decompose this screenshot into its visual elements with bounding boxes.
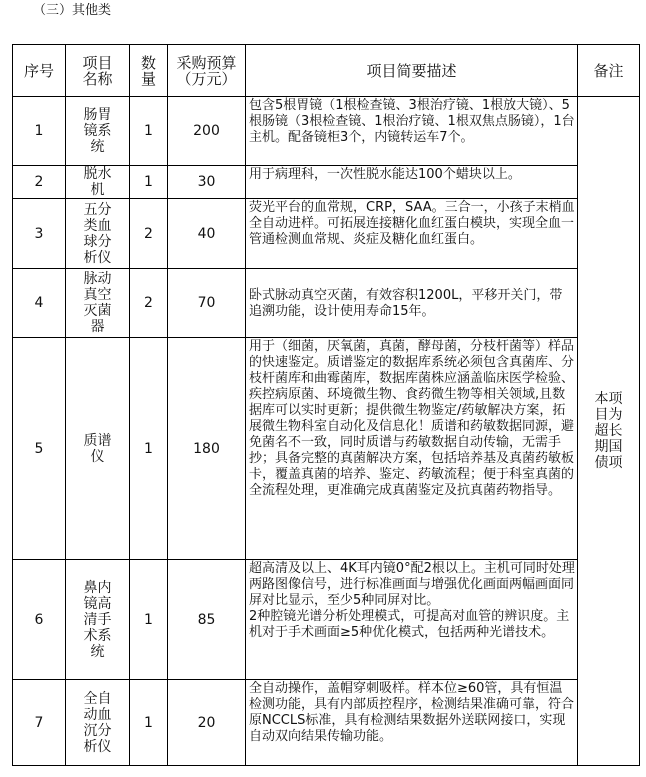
row-desc: 卧式脉动真空灭菌，有效容积1200L，平移开关门，带追溯功能，设计使用寿命15年。: [246, 269, 578, 338]
table-row: [13, 269, 640, 338]
row-name: 脉动真空灭菌器: [66, 269, 130, 338]
table-row: [13, 560, 640, 680]
row-desc: 用于（细菌，厌氧菌，真菌，酵母菌，分枝杆菌等）样品的快速鉴定。质谱鉴定的数据库系统必须包含真菌库、分枝杆菌库和曲霉菌库，数据库菌株应涵盖临床医学检验、疾控病原菌、环境微生物、食药微生物等相关领域,且数据库可以实时更新；提供微生物鉴定/药敏解决方案，拓展微生物科室自动化及信息化！质谱和药敏数据同源，避免菌名不一致，同时质谱与药敏数据自动传输，无需手抄；具备完整的真菌解决方案，包括培养基及真菌药敏板卡，覆盖真菌的培养、鉴定、药敏流程；便于科室真菌的全流程处理，更准确完成真菌鉴定及抗真菌药物指导。: [246, 338, 578, 560]
row-qty: 2: [130, 199, 168, 269]
row-name: 全自动血沉分析仪: [66, 680, 130, 766]
row-note: 本项目为超长期国债项: [578, 97, 640, 766]
header-name: 项目名称: [66, 45, 130, 97]
row-budget: 85: [168, 560, 246, 680]
row-qty: 1: [130, 680, 168, 766]
row-desc: 超高清及以上、4K耳内镜0°配2根以上。主机可同时处理两路图像信号，进行标准画面与增强优化画面两幅画面同屏对比显示，至少5种同屏对比。 2种腔镜光谱分析处理模式，可提高对血管的辨识度。主机对于手术画面≥5种优化模式，包括两种光谱技术。: [246, 560, 578, 680]
row-name: 质谱仪: [66, 338, 130, 560]
header-row: [13, 45, 640, 97]
header-qty: 数量: [130, 45, 168, 97]
table-row: [13, 680, 640, 766]
section-title: （三）其他类: [33, 3, 112, 18]
row-name: 肠胃镜系统: [66, 97, 130, 166]
row-index: 1: [13, 97, 66, 166]
row-index: 6: [13, 560, 66, 680]
row-qty: 1: [130, 97, 168, 166]
table-row: [13, 199, 640, 269]
row-index: 4: [13, 269, 66, 338]
row-budget: 180: [168, 338, 246, 560]
header-index: 序号: [13, 45, 66, 97]
header-note: 备注: [578, 45, 640, 97]
row-desc: 荧光平台的血常规，CRP，SAA。三合一，小孩子末梢血全自动进样。可拓展连接糖化血红蛋白模块，实现全血一管通检测血常规、炎症及糖化血红蛋白。: [246, 199, 578, 269]
table-row: [13, 97, 640, 166]
row-index: 2: [13, 166, 66, 199]
row-desc: 全自动操作，盖帽穿刺吸样。样本位≥60管，具有恒温检测功能，具有内部质控程序，检测结果准确可靠，符合原NCCLS标准，具有检测结果数据外送联网接口，实现自动双向结果传输功能。: [246, 680, 578, 766]
row-name: 鼻内镜高清手术系统: [66, 560, 130, 680]
row-index: 5: [13, 338, 66, 560]
row-budget: 20: [168, 680, 246, 766]
row-budget: 40: [168, 199, 246, 269]
row-name: 五分类血球分析仪: [66, 199, 130, 269]
row-qty: 1: [130, 338, 168, 560]
table-row: [13, 166, 640, 199]
table-row: [13, 338, 640, 560]
row-desc: 包含5根胃镜（1根检查镜、3根治疗镜、1根放大镜）、5根肠镜（3根检查镜、1根治疗镜、1根双焦点肠镜），1台主机。配备镜柜3个，内镜转运车7个。: [246, 97, 578, 166]
row-index: 7: [13, 680, 66, 766]
row-budget: 200: [168, 97, 246, 166]
header-budget: 采购预算（万元）: [168, 45, 246, 97]
row-budget: 70: [168, 269, 246, 338]
row-desc: 用于病理科，一次性脱水能达100个蜡块以上。: [246, 166, 578, 199]
header-desc: 项目简要描述: [246, 45, 578, 97]
row-qty: 1: [130, 166, 168, 199]
row-budget: 30: [168, 166, 246, 199]
procurement-table: [12, 44, 640, 766]
row-qty: 2: [130, 269, 168, 338]
row-qty: 1: [130, 560, 168, 680]
row-index: 3: [13, 199, 66, 269]
row-name: 脱水机: [66, 166, 130, 199]
